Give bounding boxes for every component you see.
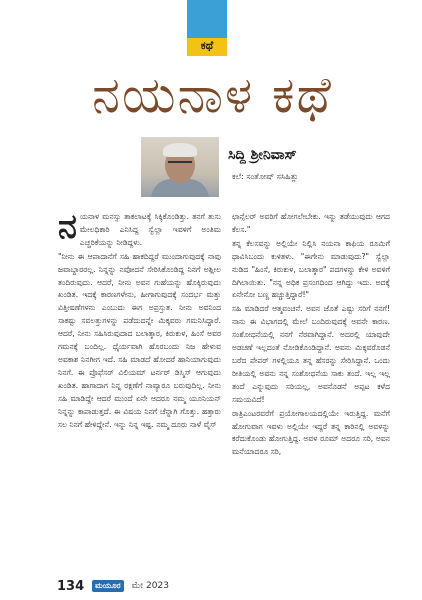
paragraph: ರಾತ್ರಿಎಂಟರವರೆಗೆ ಪ್ರಯೋಗಾಲಯದಲ್ಲಿಯೇ ಇರುತ್ತಿದ್ದ. ಮನೆಗೆ ಹೋಗುವಾಗ ಇವಳು ಅಲ್ಲಿಯೇ ಇದ್ದರೆ ತನ್ನ ಕಾರಿನಲ್ಲಿ ಅವಳನ್ನು ಕರೆದುಕೊಂಡು ಹೋಗುತ್ತಿದ್ದ. ಅವಳ ರೂಮ್ ಅದರೂ ಸರಿ, ಅವನ ಮನೆಯಾದರೂ ಸರಿ, [232, 408, 390, 457]
paragraph: "ನೀನು ಈ ಆಪಾದಾನೆಗೆ ಸಹಿ ಹಾಕದಿದ್ದರೆ ಮುಂದಾಗುವುದಕ್ಕೆ ನಾವು ಜವಾಬ್ದಾರರಲ್ಲ. ನಿನ್ನನ್ನು ನವೋದನೆ ಸೇರಿಸಿಕೊಂಡಿದ್ದ ನಿನಗೆ ಅಶ್ಲೀಲ ತಂದಿರುವುದು. ಆದರೆ, ನೀನು ಅವನ ಗುಹೆಯನ್ನು ಹೊಕ್ಕಿರುವುದು ಖಂಡಿತ. ಇದಕ್ಕೆ ಕಾರಣಗಳೇನು, ಹೀಗಾಗುವುದಕ್ಕೆ ಸಂದರ್ಭ ಮತ್ತು ವಿತ್ತೀಷಣೆಗಳನು ಎಂಬುದು ಈಗ ಅಪ್ರಸ್ತುತ. ನೀನು ಅವನಿಂದ ಸಾಕಷ್ಟು ಸವಲತ್ತುಗಳನ್ನು ಪಡೆದುದನ್ನೇ ಮಿಕ್ಕವರು ಗಮನಿಸಿದ್ದಾರೆ. ಆದರೆ, ನೀನು ಸಹಿಸಿರುವುದಾದ ಬಲಾತ್ಕಾರ, ಕಿರುಕುಳ, ಹಿಂಸೆ ಅವರ ಗಮನಕ್ಕೆ ಬಂದಿಲ್ಲ. ಧೈರ್ಯವಾಗಿ ಹೊರಬಂದು ನಿಜ ಹೇಳುವ ಅವಕಾಶ ನಿನಗೀಗ ಇದೆ. ಸಹಿ ಮಾಡದೆ ಹೋದರೆ ಹಾನಿಯಾಗುವುದು ನಿನಗೆ. ಈ ಪ್ರೊಫೆಸರ್ ವಿಲಿಯಮ್ ಟರ್ನರ್ ಡಿಸ್ಮಿಸ್ ಆಗುವುದು ಖಂಡಿತ. ಹಾಗಾದಾಗ ನಿನ್ನ ರಕ್ಷಣೆಗೆ ನಾವ್ಯಾರೂ ಬರುವುದಿಲ್ಲ. ನೀನು ಸಹಿ ಮಾಡಿದ್ದೇ ಆದರೆ ಮುಂದೆ ಏನೇ ಆದರೂ ನಮ್ಮ ಯೂನಿಯನ್ ನಿನ್ನನ್ನು ಕಾಪಾಡುತ್ತದೆ. ಈ ವಿಷಯ ನಿನಗೆ ಚೆನ್ನಾಗಿ ಗೊತ್ತು. ಹತ್ತಾರು ಸಲ ನಿನಗೆ ಹೇಳಿದ್ದೇನೆ. ಇನ್ನು ನಿನ್ನ ಇಷ್ಟ. ನಮ್ಮ ದೂರು ನಾಳೆ ವೈಸ್ [58, 251, 221, 429]
paragraph: ತನ್ನ ಕೆಲಸವನ್ನು ಅಲ್ಲಿಯೇ ನಿಲ್ಲಿಸಿ ನಯನಾ ಕಾಫಿಯ ರೂಮಿಗೆ ಧಾವಿಸಿಬಂದು ಕುಳಿತಳು. "ಈಗೇನು ಮಾಡುವುದು?" ಸ್ವೆಲ್ಲಾ ನುಡಿದ "ಹಿಂಸೆ, ಕಿರುಕುಳ, ಬಲಾತ್ಕಾರ" ಪದಗಳನ್ನು ಕೇಳಿ ಅವಳಿಗೆ ದಿಗಿಲಾಯಿತು. "ನನ್ನ ಅಧಿಕ ಪ್ರಸಂಗದಿಂದ ಆಗಿದ್ದು ಇದು. ಅದಕ್ಕೆ ಏನೇನೋ ಬಣ್ಣ ಹಚ್ಚುತ್ತಿದ್ದಾರೆ!" [232, 238, 390, 300]
paragraph: ಛಾನ್ಸೆಲರ್ ಅವರಿಗೆ ಹೋಗಲೇಬೇಕು. ಇನ್ನು ತಡೆಯುವುದು ಆಗದ ಕೆಲಸ." [232, 212, 390, 234]
paragraph: ಯನಾಳ ಮನಸ್ಸು ತಾಕಲಾಟಕ್ಕೆ ಸಿಕ್ಕಿಕೊಂಡಿತ್ತು. ತನಗೆ ತುಸು ಮೇಲಧಿಕಾರಿ ಎನಿಸಿದ್ದ ಸ್ವೆಲ್ಲಾ ಇವಳಿಗೆ ಅಂತಿಮ ಎಚ್ಚರಿಕೆಯನ್ನು ನೀಡಿದ್ದಳು. [79, 212, 221, 247]
author-photo [141, 137, 219, 197]
section-label: ಕಥೆ [200, 39, 214, 52]
author-name: ಸಿದ್ದಿ ಶ್ರೀನಿವಾಸ್ [228, 147, 297, 163]
paragraph: ಸಹಿ ಮಾಡಿದರೆ ಆತ್ಮವಂಚನೆ. ಅವನ ಜೊತೆ ಎಷ್ಟು ಸರಿಗೆ ನನಗೆ! ನಾನು ಈ ವಿಭಾಗದಲ್ಲಿ ಮೇಲೆ ಬಂದಿರುವುದಕ್ಕೆ ಅವನೇ ಕಾರಣ. ಸಂಶೋಧನೆಯಲ್ಲಿ ನನಗೆ ನೆರವಾಗಿದ್ದಾನೆ. ಅದರಲ್ಲಿ ಯಾವುದೇ ಅಡಚಣೆ ಇಲ್ಲದಂತೆ ನೋಡಿಕೊಂಡಿದ್ದಾನೆ. ಅವನು ಮಿಕ್ಕವರೊಡನೆ ಬರೆದ ಪೇಪರ್ ಗಳಲ್ಲಿಯೂ ತನ್ನ ಹೆಸರನ್ನು ಸೇರಿಸಿದ್ದಾನೆ. ಒಂದು ರೀತಿಯಲ್ಲಿ ಅವನು ನನ್ನ ಸಂಶೋಧನೆಯ ಸಾಕು ತಂದೆ. ಇಲ್ಲ ಇಲ್ಲ ತಂದೆ ಎನ್ನುವುದು ಸರಿಯಲ್ಲ, ಅವನೊಡನೆ ಅಪ್ಪಟ ಕಳೆದ ಸಮಯವಿದೆ! [232, 304, 390, 404]
page-footer [57, 576, 169, 596]
magazine-logo: ಮಯೂರ [92, 580, 124, 592]
drop-cap: ನ [58, 207, 77, 247]
illustration-credit: ಕಲೆ: ಸಂತೋಷ್ ಸಸಿಹಿತ್ಲು [232, 172, 299, 181]
section-badge [187, 0, 227, 56]
right-column [232, 211, 390, 460]
badge-blue-block [187, 0, 227, 38]
page-number: 134 [57, 578, 85, 594]
story-title: ನಯನಾಳ ಕಥೆ [92, 66, 333, 124]
issue-date: ಮೇ 2023 [131, 581, 169, 591]
left-column [58, 207, 221, 432]
